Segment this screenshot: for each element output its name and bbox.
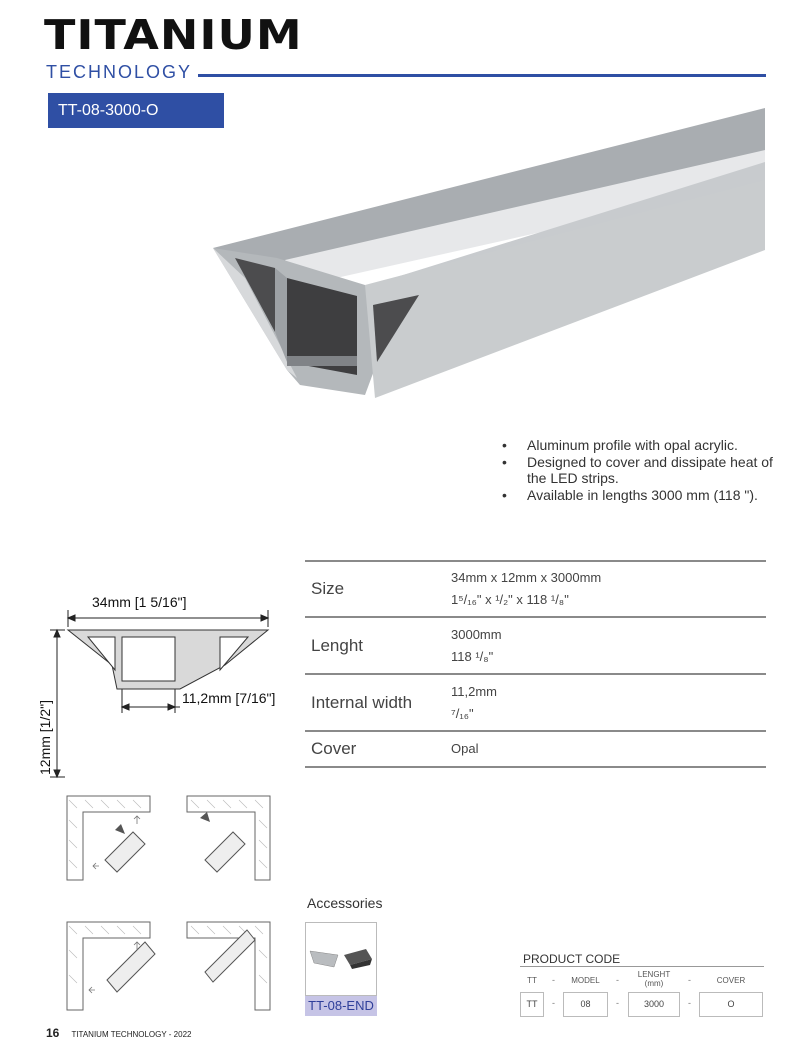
spec-value [451,618,766,673]
product-code-header: TT [527,976,537,985]
product-code-separator: - [688,998,691,1008]
spec-value [451,562,766,616]
product-code-cell: 3000 [628,992,680,1017]
spec-value-metric: Opal [451,741,479,756]
product-code-cell: O [699,992,763,1017]
product-code-divider [520,966,764,967]
cross-section-diagram [30,585,300,785]
product-code-separator: - [688,975,691,985]
feature-list [502,437,782,503]
product-code-cell: TT [520,992,544,1017]
spec-label: Lenght [311,635,363,655]
width-dimension-label: 34mm [1 5/16"] [92,594,187,610]
spec-label: Cover [311,739,357,758]
product-code-cell: 08 [563,992,608,1017]
product-code-header: MODEL [571,976,600,985]
product-code-separator: - [616,975,619,985]
accessories-title: Accessories [307,895,383,911]
spec-row-size [305,560,766,616]
page-number: 16 [46,1026,60,1040]
feature-item: • Available in lengths 3000 mm (118 "). [502,487,782,504]
footer-text: TITANIUM TECHNOLOGY - 2022 [71,1030,192,1039]
internal-dimension-label: 11,2mm [7/16"] [182,690,276,706]
spec-value-imperial: ⁷/₁₆" [451,705,474,721]
product-code-separator: - [552,975,555,985]
product-code-banner: TT-08-3000-O [48,93,224,128]
spec-value [451,732,766,766]
page-footer [46,1026,191,1040]
accessory-thumbnail[interactable] [305,922,377,996]
product-code-separator: - [616,998,619,1008]
spec-value-imperial: 1⁵/₁₆" x ¹/₂" x 118 ¹/₈" [451,592,569,607]
spec-value-imperial: 118 ¹/₈" [451,648,494,664]
spec-value-metric: 34mm x 12mm x 3000mm [451,570,602,585]
brand-name: TITANIUM [44,10,303,59]
brand-logo [44,10,303,82]
spec-row-cover [305,730,766,768]
spec-label: Internal width [311,692,413,712]
product-code-header: COVER [716,976,746,985]
feature-item: • Designed to cover and dissipate heat of the LED strips. [502,454,782,487]
spec-table [305,560,766,768]
product-code-separator: - [552,998,555,1008]
product-code-header: LENGHT (mm) [637,970,671,988]
spec-row-length [305,616,766,673]
end-cap-image [306,923,376,995]
header-divider [198,74,766,77]
accessory-label: TT-08-END [305,996,377,1016]
spec-row-internal-width [305,673,766,730]
spec-value-metric: 11,2mm [451,683,497,699]
installation-diagrams [55,790,285,1020]
spec-value [451,675,766,730]
product-code-title: PRODUCT CODE [523,952,621,966]
profile-render-image [205,100,770,400]
brand-subtitle: TECHNOLOGY [46,62,193,82]
spec-value-metric: 3000mm [451,626,502,642]
height-dimension-label: 12mm [1/2"] [37,700,53,775]
spec-label: Size [311,579,345,598]
feature-item: • Aluminum profile with opal acrylic. [502,437,782,454]
